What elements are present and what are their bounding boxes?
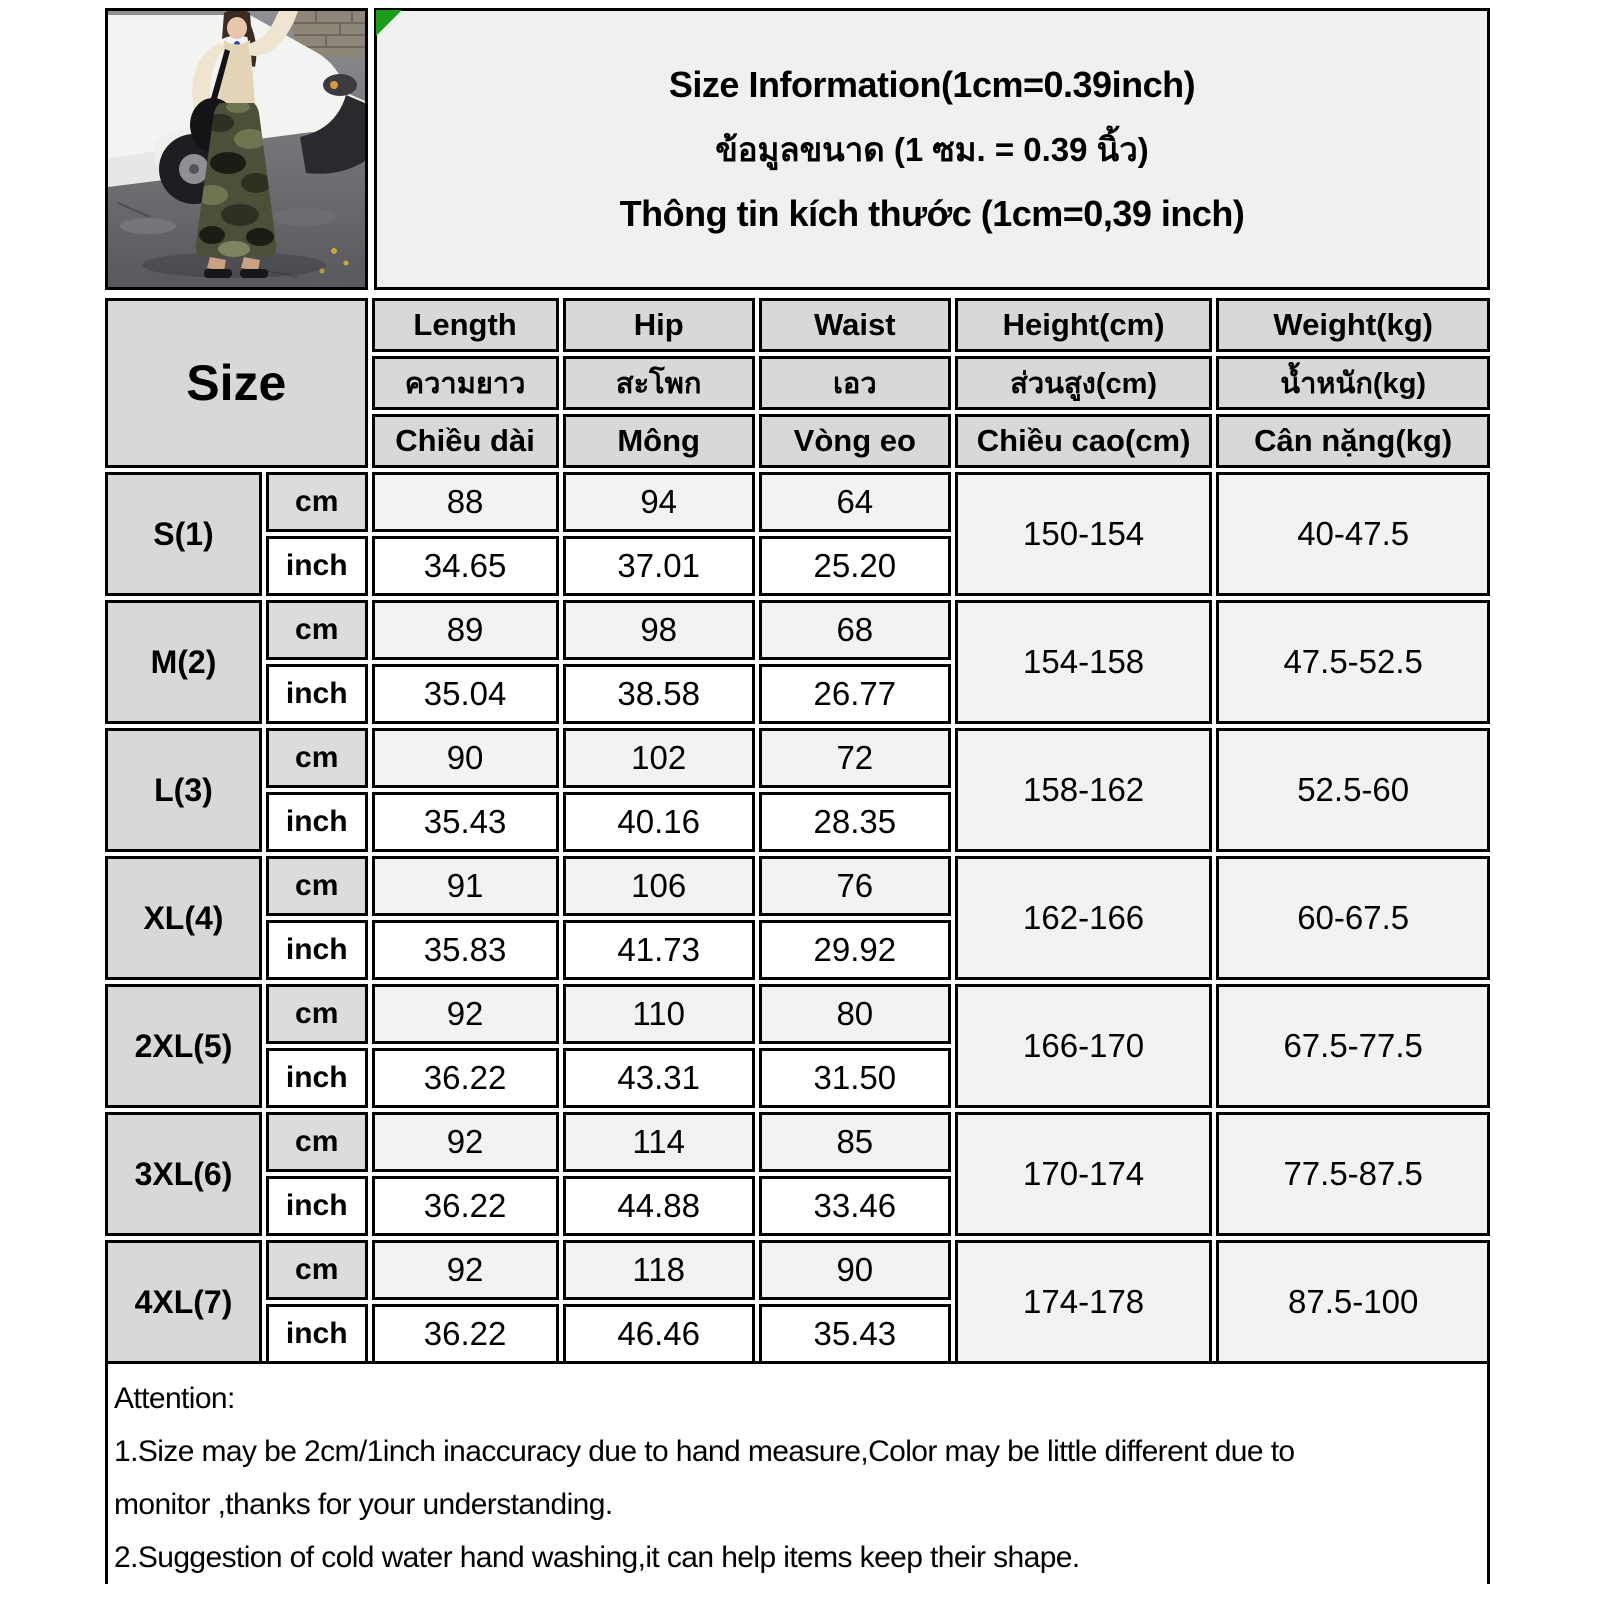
length-cm-cell: 91 [372, 856, 559, 916]
size-label-cell: 3XL(6) [105, 1112, 262, 1236]
col-header-hip-vi: Mông [563, 414, 755, 468]
waist-inch-cell: 31.50 [759, 1048, 951, 1108]
length-inch-cell: 36.22 [372, 1304, 559, 1364]
hip-inch-cell: 37.01 [563, 536, 755, 596]
length-cm-cell: 92 [372, 1112, 559, 1172]
col-header-waist-vi: Vòng eo [759, 414, 951, 468]
size-label-cell: 2XL(5) [105, 984, 262, 1108]
product-photo-illustration [108, 11, 365, 287]
table-row-cm [105, 472, 1490, 532]
length-inch-cell: 35.04 [372, 664, 559, 724]
waist-inch-cell: 28.35 [759, 792, 951, 852]
weight-range-cell: 87.5-100 [1216, 1240, 1490, 1364]
length-inch-cell: 35.83 [372, 920, 559, 980]
height-range-cell: 154-158 [955, 600, 1213, 724]
waist-cm-cell: 68 [759, 600, 951, 660]
height-range-cell: 170-174 [955, 1112, 1213, 1236]
col-header-height-th: ส่วนสูง(cm) [955, 356, 1213, 410]
title-vietnamese: Thông tin kích thước (1cm=0,39 inch) [619, 192, 1245, 234]
length-inch-cell: 34.65 [372, 536, 559, 596]
title-english: Size Information(1cm=0.39inch) [668, 63, 1196, 105]
table-row-cm [105, 728, 1490, 788]
unit-inch-cell: inch [266, 664, 368, 724]
size-chart-sheet [105, 8, 1490, 1584]
hip-cm-cell: 118 [563, 1240, 755, 1300]
weight-range-cell: 40-47.5 [1216, 472, 1490, 596]
waist-inch-cell: 33.46 [759, 1176, 951, 1236]
unit-cm-cell: cm [266, 984, 368, 1044]
length-inch-cell: 36.22 [372, 1176, 559, 1236]
attention-heading: Attention: [114, 1382, 235, 1415]
table-row-cm [105, 1112, 1490, 1172]
col-header-hip-en: Hip [563, 298, 755, 352]
waist-inch-cell: 25.20 [759, 536, 951, 596]
col-header-weight-en: Weight(kg) [1216, 298, 1490, 352]
waist-cm-cell: 64 [759, 472, 951, 532]
attention-note [105, 1361, 1490, 1584]
col-header-waist-th: เอว [759, 356, 951, 410]
corner-marker-icon [376, 10, 402, 36]
hip-inch-cell: 38.58 [563, 664, 755, 724]
hip-inch-cell: 43.31 [563, 1048, 755, 1108]
waist-cm-cell: 76 [759, 856, 951, 916]
top-row [105, 8, 1490, 290]
height-range-cell: 150-154 [955, 472, 1213, 596]
height-range-cell: 162-166 [955, 856, 1213, 980]
hip-inch-cell: 46.46 [563, 1304, 755, 1364]
hip-cm-cell: 102 [563, 728, 755, 788]
size-label-cell: M(2) [105, 600, 262, 724]
size-column-header: Size [105, 298, 368, 468]
length-cm-cell: 92 [372, 1240, 559, 1300]
length-cm-cell: 92 [372, 984, 559, 1044]
col-header-length-en: Length [372, 298, 559, 352]
length-inch-cell: 36.22 [372, 1048, 559, 1108]
product-photo [105, 8, 368, 290]
unit-inch-cell: inch [266, 792, 368, 852]
size-label-cell: XL(4) [105, 856, 262, 980]
unit-cm-cell: cm [266, 1240, 368, 1300]
hip-cm-cell: 94 [563, 472, 755, 532]
hip-inch-cell: 44.88 [563, 1176, 755, 1236]
height-range-cell: 166-170 [955, 984, 1213, 1108]
title-thai: ข้อมูลขนาด (1 ซม. = 0.39 นิ้ว) [715, 130, 1149, 168]
size-label-cell: S(1) [105, 472, 262, 596]
hip-cm-cell: 114 [563, 1112, 755, 1172]
waist-inch-cell: 29.92 [759, 920, 951, 980]
unit-inch-cell: inch [266, 1048, 368, 1108]
table-row-cm [105, 600, 1490, 660]
unit-cm-cell: cm [266, 472, 368, 532]
waist-cm-cell: 72 [759, 728, 951, 788]
col-header-weight-th: น้ำหนัก(kg) [1216, 356, 1490, 410]
size-label-cell: L(3) [105, 728, 262, 852]
height-range-cell: 158-162 [955, 728, 1213, 852]
waist-inch-cell: 26.77 [759, 664, 951, 724]
unit-cm-cell: cm [266, 600, 368, 660]
unit-cm-cell: cm [266, 728, 368, 788]
unit-inch-cell: inch [266, 920, 368, 980]
col-header-height-en: Height(cm) [955, 298, 1213, 352]
attention-line-3: 2.Suggestion of cold water hand washing,it can help items keep their shape. [114, 1541, 1080, 1574]
unit-cm-cell: cm [266, 856, 368, 916]
size-table [101, 294, 1494, 1368]
unit-inch-cell: inch [266, 536, 368, 596]
length-cm-cell: 88 [372, 472, 559, 532]
table-row-cm [105, 856, 1490, 916]
col-header-length-th: ความยาว [372, 356, 559, 410]
col-header-waist-en: Waist [759, 298, 951, 352]
hip-cm-cell: 110 [563, 984, 755, 1044]
col-header-weight-vi: Cân nặng(kg) [1216, 414, 1490, 468]
weight-range-cell: 77.5-87.5 [1216, 1112, 1490, 1236]
unit-cm-cell: cm [266, 1112, 368, 1172]
weight-range-cell: 52.5-60 [1216, 728, 1490, 852]
size-label-cell: 4XL(7) [105, 1240, 262, 1364]
unit-inch-cell: inch [266, 1304, 368, 1364]
attention-line-1: 1.Size may be 2cm/1inch inaccuracy due to hand measure,Color may be little different due to [114, 1435, 1295, 1468]
col-header-height-vi: Chiều cao(cm) [955, 414, 1213, 468]
unit-inch-cell: inch [266, 1176, 368, 1236]
hip-cm-cell: 106 [563, 856, 755, 916]
hip-cm-cell: 98 [563, 600, 755, 660]
weight-range-cell: 67.5-77.5 [1216, 984, 1490, 1108]
hip-inch-cell: 40.16 [563, 792, 755, 852]
waist-cm-cell: 90 [759, 1240, 951, 1300]
col-header-hip-th: สะโพก [563, 356, 755, 410]
weight-range-cell: 47.5-52.5 [1216, 600, 1490, 724]
length-inch-cell: 35.43 [372, 792, 559, 852]
table-row-cm [105, 1240, 1490, 1300]
title-cell [374, 8, 1490, 290]
waist-cm-cell: 80 [759, 984, 951, 1044]
length-cm-cell: 90 [372, 728, 559, 788]
length-cm-cell: 89 [372, 600, 559, 660]
col-header-length-vi: Chiều dài [372, 414, 559, 468]
waist-cm-cell: 85 [759, 1112, 951, 1172]
attention-line-2: monitor ,thanks for your understanding. [114, 1488, 613, 1521]
waist-inch-cell: 35.43 [759, 1304, 951, 1364]
height-range-cell: 174-178 [955, 1240, 1213, 1364]
weight-range-cell: 60-67.5 [1216, 856, 1490, 980]
table-row-cm [105, 984, 1490, 1044]
hip-inch-cell: 41.73 [563, 920, 755, 980]
